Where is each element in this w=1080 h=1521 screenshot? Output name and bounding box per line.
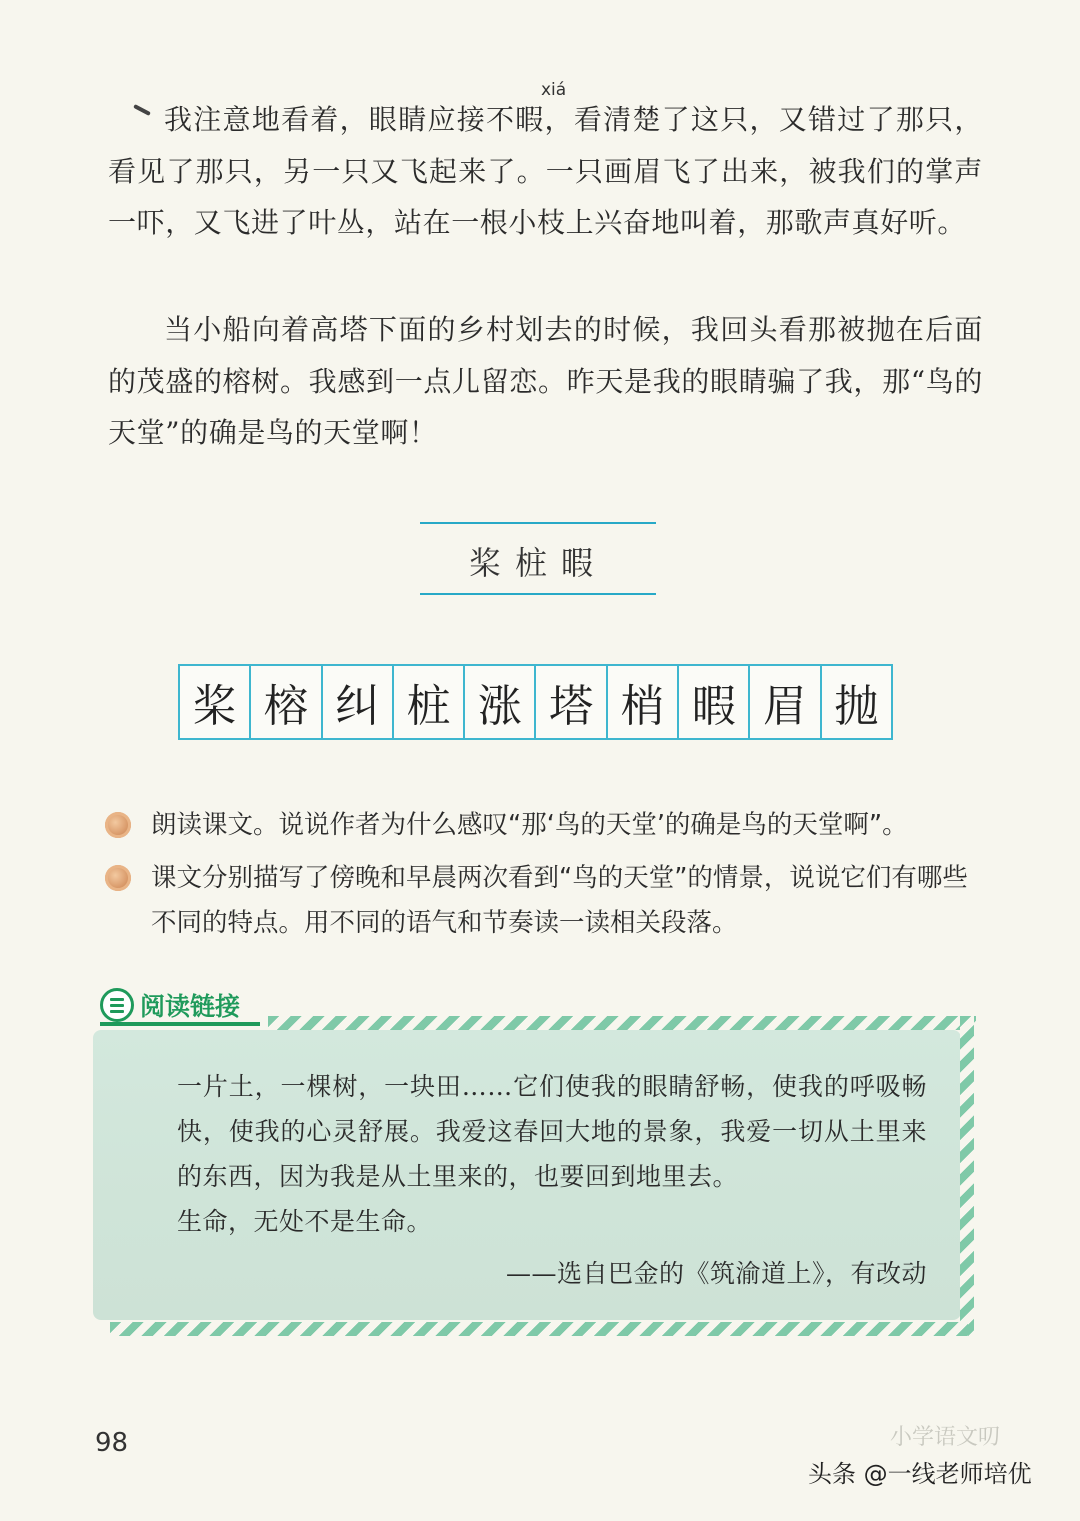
title-divider-bottom	[420, 593, 656, 595]
exercise-item-2	[105, 856, 985, 946]
lesson-paragraph-1: 我注意地看着，眼睛应接不暇，看清楚了这只，又错过了那只，看见了那只，另一只又飞起来了。一只画眉飞了出来，被我们的掌声一吓，又飞进了叶丛，站在一根小枝上兴奋地叫着，那歌声真好听。	[108, 103, 983, 239]
stripe-border-right	[960, 1016, 974, 1336]
stripe-border-top	[268, 1016, 976, 1030]
exercise-text: 朗读课文。说说作者为什么感叹“那‘鸟的天堂’的确是鸟的天堂啊”。	[151, 810, 908, 840]
stripe-border-bottom	[110, 1322, 968, 1336]
char-cell: 抛	[834, 681, 879, 732]
char-cell: 梢	[608, 666, 679, 738]
exercise-bullet-icon	[105, 812, 131, 838]
reading-link-box	[93, 1030, 961, 1320]
reading-paragraph-2: 生命，无处不是生命。	[177, 1207, 433, 1236]
char-cell: 榕	[251, 666, 322, 738]
char-cell: 塔	[536, 666, 607, 738]
char-cell: 眉	[750, 666, 821, 738]
title-divider-top	[420, 522, 656, 524]
char-cell: 涨	[465, 666, 536, 738]
page-number: 98	[95, 1428, 129, 1458]
reading-source: ——选自巴金的《筑渝道上》，有改动	[505, 1259, 927, 1288]
reading-link-underline	[100, 1022, 260, 1026]
writing-character-grid	[178, 664, 893, 740]
reading-link-header	[100, 985, 240, 1025]
char-cell: 桨	[180, 666, 251, 738]
reading-paragraph-1: 一片土，一棵树，一块田……它们使我的眼睛舒畅，使我的呼吸畅快，使我的心灵舒展。我爱这春回大地的景象，我爱一切从土里来的东西，因为我是从土里来的，也要回到地里去。	[177, 1072, 927, 1191]
book-icon	[100, 988, 134, 1022]
faint-watermark: 小学语文叨	[890, 1425, 1001, 1450]
pinyin-annotation: xiá	[541, 80, 567, 100]
reading-link-label: 阅读链接	[140, 992, 241, 1021]
char-cell: 桩	[394, 666, 465, 738]
char-cell: 纠	[323, 666, 394, 738]
lesson-paragraph-2: 当小船向着高塔下面的乡村划去的时候，我回头看那被抛在后面的茂盛的榕树。我感到一点儿留恋。昨天是我的眼睛骗了我，那“鸟的天堂”的确是鸟的天堂啊！	[108, 313, 983, 449]
exercise-bullet-icon	[105, 865, 131, 891]
char-cell: 暇	[679, 666, 750, 738]
exercise-item-1	[105, 803, 985, 848]
exercise-text: 课文分别描写了傍晚和早晨两次看到“鸟的天堂”的情景，说说它们有哪些不同的特点。用不同的语气和节奏读一读相关段落。	[151, 863, 968, 938]
watermark: 头条 @一线老师培优	[808, 1460, 1032, 1488]
recognize-chars-title: 桨桩暇	[468, 544, 607, 582]
